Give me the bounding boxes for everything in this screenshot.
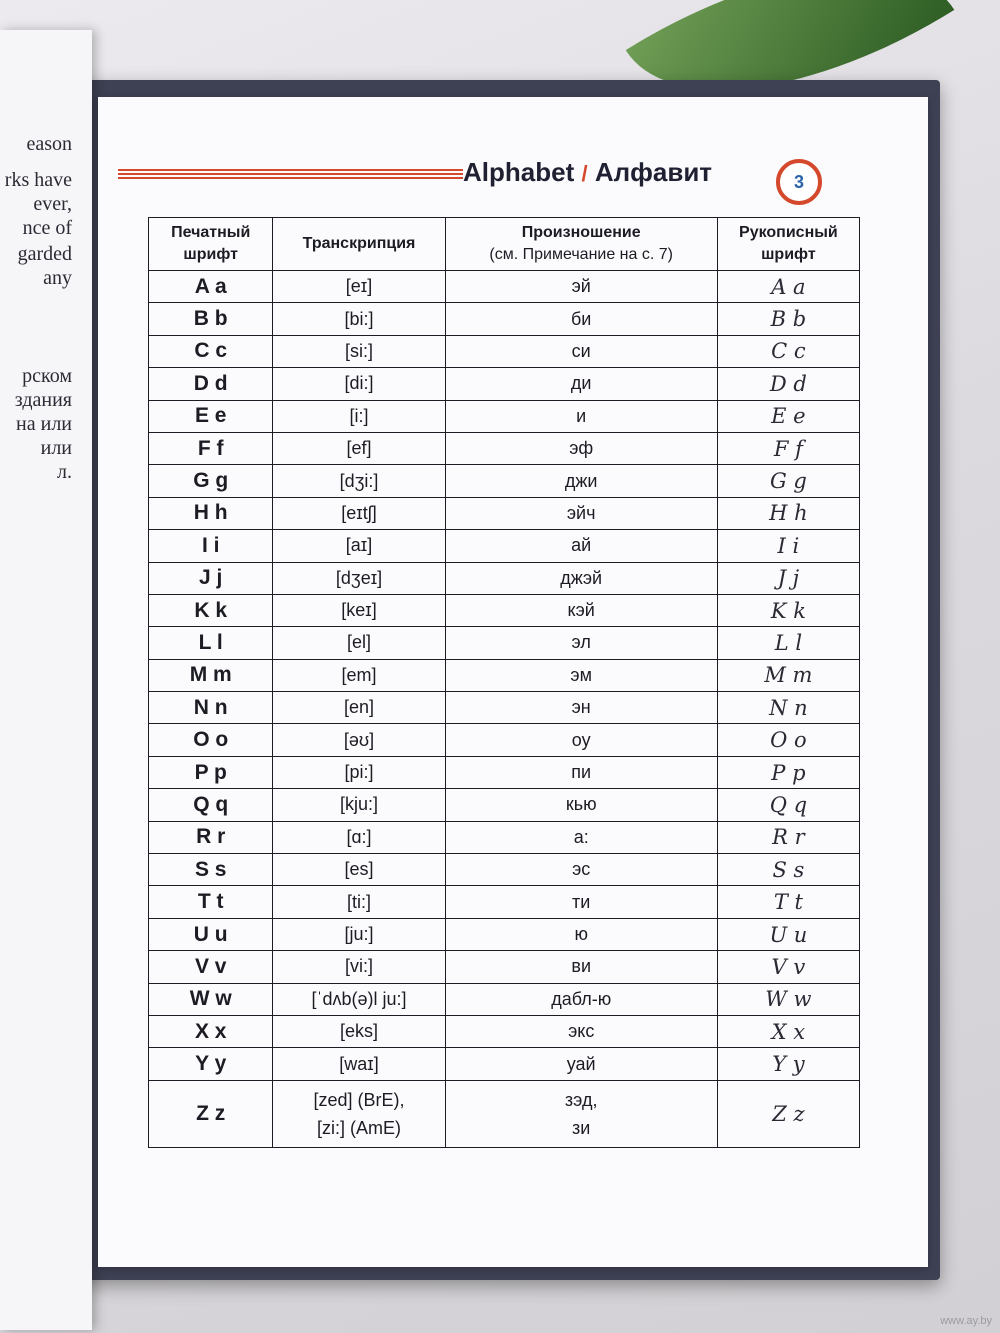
pronunciation-cell: эм [445,659,717,691]
handwritten-letter-cell: N n [717,692,859,724]
alphabet-table [148,217,860,1148]
pronunciation-cell: ю [445,918,717,950]
table-row [149,1048,860,1080]
handwritten-letter-cell: U u [717,918,859,950]
pronunciation-cell: и [445,400,717,432]
print-letter-cell: E e [149,400,273,432]
handwritten-letter-cell: H h [717,497,859,529]
handwritten-letter-cell: C c [717,335,859,367]
header-pronunciation-label: Произношение [521,224,641,241]
pronunciation-cell: ви [445,951,717,983]
transcription-cell: [es] [273,854,445,886]
transcription-cell: [di:] [273,368,445,400]
table-body [149,271,860,1148]
print-letter-cell: Y y [149,1048,273,1080]
pronunciation-cell: джэй [445,562,717,594]
header-pronunciation-note: (см. Примечание на с. 7) [489,246,673,263]
table-row [149,303,860,335]
handwritten-letter-cell: X x [717,1015,859,1047]
transcription-cell: [ef] [273,432,445,464]
table-row [149,562,860,594]
print-letter-cell: U u [149,918,273,950]
watermark: www.ay.by [940,1315,992,1327]
handwritten-letter-cell: T t [717,886,859,918]
transcription-cell: [bi:] [273,303,445,335]
pronunciation-line: зи [572,1117,591,1138]
handwritten-letter-cell: M m [717,659,859,691]
pronunciation-cell: эс [445,854,717,886]
transcription-cell: [ɑ:] [273,821,445,853]
table-row [149,918,860,950]
print-letter-cell: S s [149,854,273,886]
pronunciation-cell: ди [445,368,717,400]
pronunciation-line: зэд, [564,1089,598,1110]
left-page-text-fragment: garded [17,243,72,265]
handwritten-letter-cell: Y y [717,1048,859,1080]
transcription-cell: [dʒi:] [273,465,445,497]
transcription-cell: [eɪ] [273,271,445,303]
pronunciation-cell: ай [445,530,717,562]
handwritten-letter-cell: W w [717,983,859,1015]
table-row [149,756,860,788]
left-page-text-fragment: rks have [4,169,72,191]
pronunciation-cell: а: [445,821,717,853]
pronunciation-cell: экс [445,1015,717,1047]
print-letter-cell: Z z [149,1080,273,1147]
print-letter-cell: G g [149,465,273,497]
transcription-cell: [eks] [273,1015,445,1047]
print-letter-cell: M m [149,659,273,691]
left-page-text-fragment: nce of [22,217,72,239]
transcription-cell: [waɪ] [273,1048,445,1080]
table-row [149,983,860,1015]
table-row [149,821,860,853]
print-letter-cell: N n [149,692,273,724]
header-pronunciation [445,218,717,271]
handwritten-letter-cell: L l [717,627,859,659]
print-letter-cell: H h [149,497,273,529]
print-letter-cell: C c [149,335,273,367]
print-letter-cell: A a [149,271,273,303]
left-page-text-fragment: рском [22,365,72,387]
title-separator: / [581,161,588,186]
left-page-text-fragment: здания [14,389,72,411]
transcription-line: [zed] (BrE), [313,1089,405,1110]
print-letter-cell: B b [149,303,273,335]
pronunciation-cell: эйч [445,497,717,529]
transcription-cell: [ti:] [273,886,445,918]
table-row [149,627,860,659]
header-handwritten: Рукописный шрифт [717,218,859,271]
print-letter-cell: K k [149,594,273,626]
handwritten-letter-cell: I i [717,530,859,562]
pronunciation-cell [445,1080,717,1147]
transcription-cell [273,1080,445,1147]
table-row [149,789,860,821]
table-row [149,854,860,886]
table-row [149,724,860,756]
header-print: Печатный шрифт [149,218,273,271]
transcription-cell: [əʊ] [273,724,445,756]
table-row [149,368,860,400]
pronunciation-cell: эл [445,627,717,659]
transcription-cell: [dʒeɪ] [273,562,445,594]
print-letter-cell: D d [149,368,273,400]
handwritten-letter-cell: V v [717,951,859,983]
transcription-cell: [aɪ] [273,530,445,562]
transcription-cell: [i:] [273,400,445,432]
print-letter-cell: V v [149,951,273,983]
handwritten-letter-cell: Q q [717,789,859,821]
table-row [149,659,860,691]
left-page-text-fragment: any [43,267,72,289]
transcription-cell: [keɪ] [273,594,445,626]
table-row [149,1015,860,1047]
handwritten-letter-cell: P p [717,756,859,788]
title-russian: Алфавит [594,157,713,187]
print-letter-cell: I i [149,530,273,562]
table-header-row [149,218,860,271]
pronunciation-cell: эф [445,432,717,464]
table-row [149,465,860,497]
transcription-cell: [vi:] [273,951,445,983]
print-letter-cell: L l [149,627,273,659]
table-row [149,400,860,432]
transcription-line: [zi:] (AmE) [317,1117,402,1138]
header-transcription: Транскрипция [273,218,445,271]
pronunciation-cell: кэй [445,594,717,626]
table-row [149,951,860,983]
table-row [149,530,860,562]
print-letter-cell: W w [149,983,273,1015]
handwritten-letter-cell: J j [717,562,859,594]
left-page-text-fragment: ever, [33,193,72,215]
transcription-cell: [ju:] [273,918,445,950]
transcription-cell: [en] [273,692,445,724]
alphabet-page [98,97,928,1267]
transcription-cell: [em] [273,659,445,691]
table-row [149,432,860,464]
handwritten-letter-cell: K k [717,594,859,626]
table-row [149,335,860,367]
print-letter-cell: T t [149,886,273,918]
print-letter-cell: F f [149,432,273,464]
handwritten-letter-cell: G g [717,465,859,497]
handwritten-letter-cell: R r [717,821,859,853]
left-page [0,30,92,1330]
print-letter-cell: Q q [149,789,273,821]
print-letter-cell: R r [149,821,273,853]
handwritten-letter-cell: D d [717,368,859,400]
handwritten-letter-cell: A a [717,271,859,303]
print-letter-cell: O o [149,724,273,756]
page-title [463,157,712,188]
left-page-text-fragment: на или [16,413,72,435]
title-english: Alphabet [463,157,575,187]
pronunciation-cell: эй [445,271,717,303]
handwritten-letter-cell: F f [717,432,859,464]
pronunciation-cell: эн [445,692,717,724]
left-page-text-fragment: или [40,437,72,459]
pronunciation-cell: си [445,335,717,367]
pronunciation-cell: пи [445,756,717,788]
pronunciation-cell: кью [445,789,717,821]
transcription-cell: [si:] [273,335,445,367]
transcription-cell: [kju:] [273,789,445,821]
handwritten-letter-cell: Z z [717,1080,859,1147]
print-letter-cell: X x [149,1015,273,1047]
handwritten-letter-cell: B b [717,303,859,335]
handwritten-letter-cell: S s [717,854,859,886]
print-letter-cell: J j [149,562,273,594]
pronunciation-cell: джи [445,465,717,497]
page-number-badge: 3 [776,159,822,205]
transcription-cell: [el] [273,627,445,659]
pronunciation-cell: дабл-ю [445,983,717,1015]
table-row [149,886,860,918]
transcription-cell: [pi:] [273,756,445,788]
table-row [149,497,860,529]
transcription-cell: [ˈdʌb(ə)l ju:] [273,983,445,1015]
handwritten-letter-cell: O o [717,724,859,756]
left-page-text-fragment: л. [57,461,72,483]
pronunciation-cell: би [445,303,717,335]
table-row [149,594,860,626]
left-page-text-fragment: eason [26,133,72,155]
transcription-cell: [eɪtʃ] [273,497,445,529]
pronunciation-cell: уай [445,1048,717,1080]
table-row [149,692,860,724]
table-row [149,271,860,303]
header-rule [118,169,463,179]
pronunciation-cell: оу [445,724,717,756]
handwritten-letter-cell: E e [717,400,859,432]
pronunciation-cell: ти [445,886,717,918]
table-row [149,1080,860,1147]
print-letter-cell: P p [149,756,273,788]
